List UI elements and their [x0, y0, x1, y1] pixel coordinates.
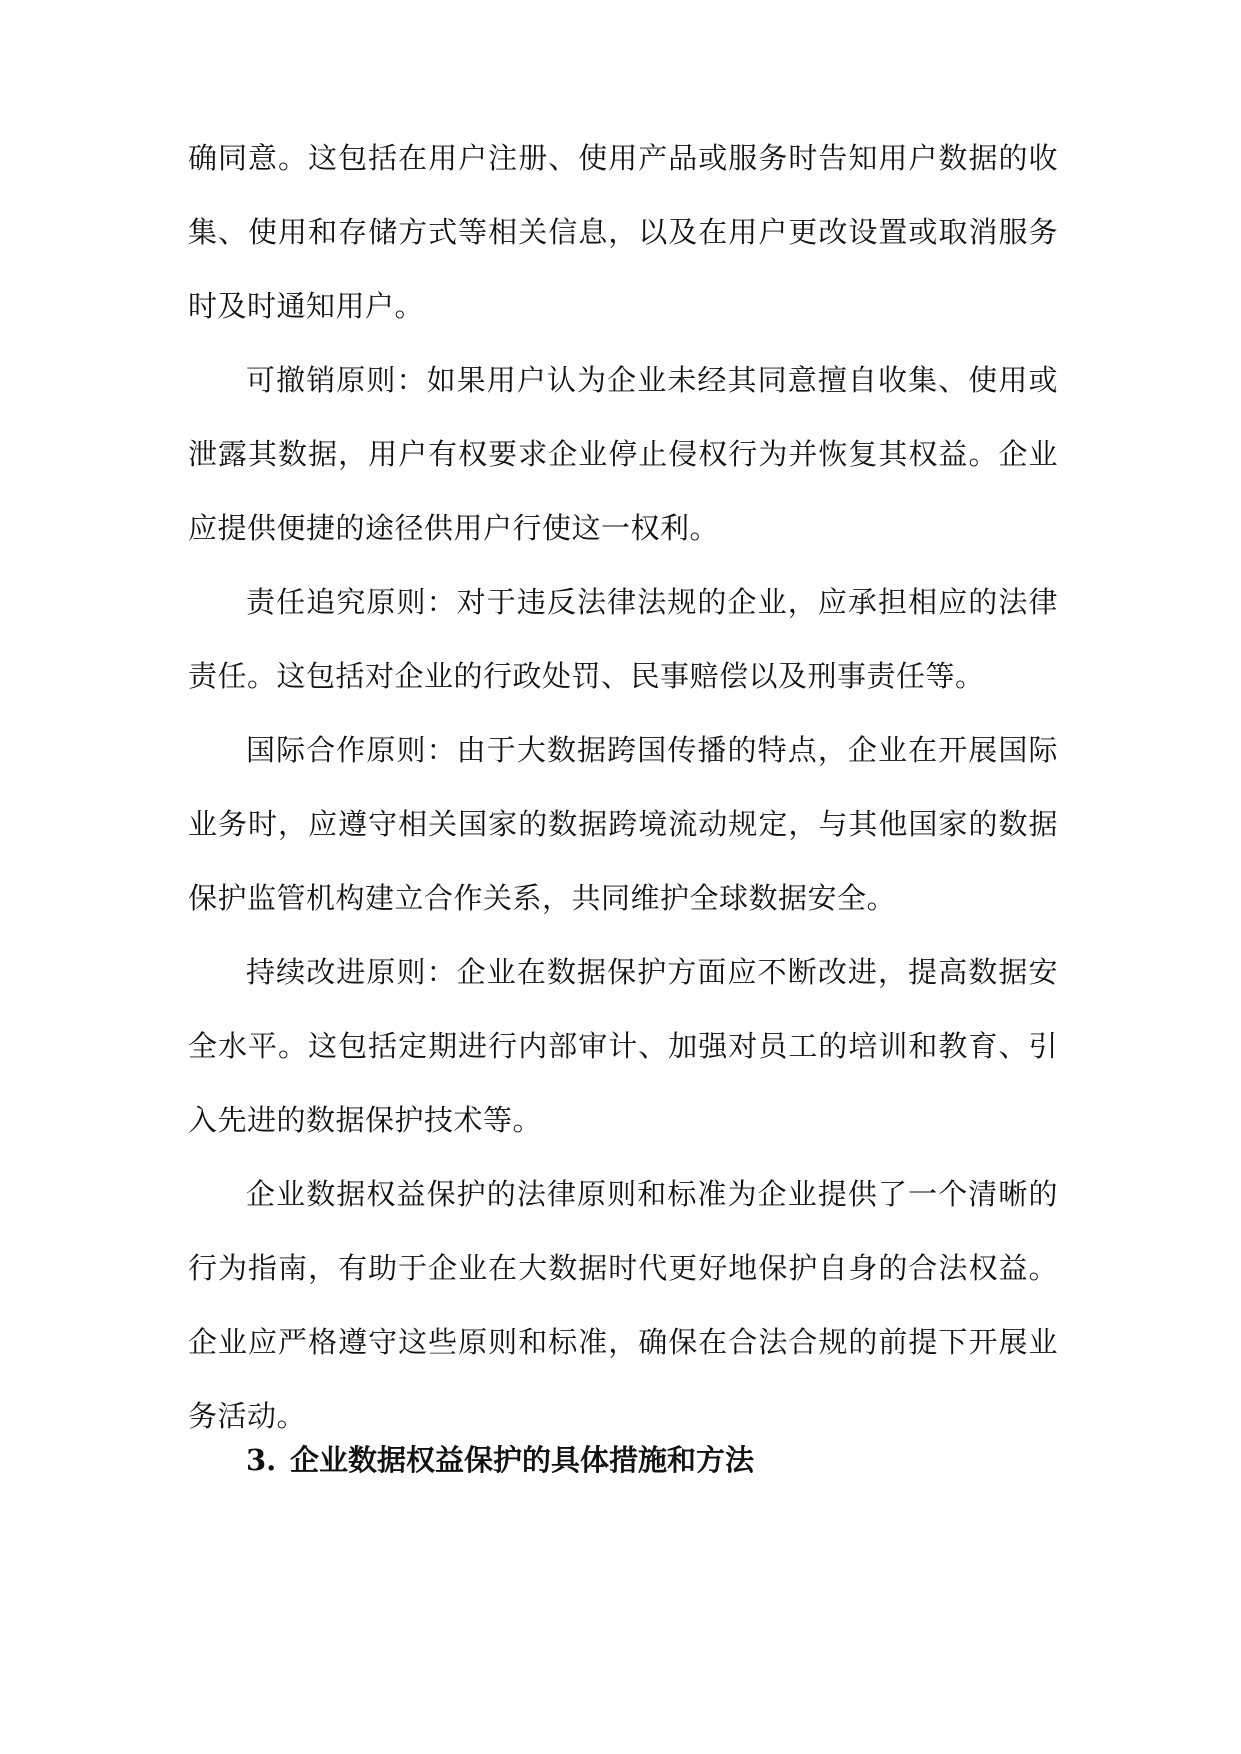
- paragraph-summary: 企业数据权益保护的法律原则和标准为企业提供了一个清晰的行为指南，有助于企业在大数据时代更好地保护自身的合法权益。企业应严格遵守这些原则和标准，确保在合法合规的前提下开展业务活动。: [188, 1177, 1058, 1433]
- section-title: 企业数据权益保护的具体措施和方法: [290, 1443, 755, 1477]
- paragraph-continuation: 确同意。这包括在用户注册、使用产品或服务时告知用户数据的收集、使用和存储方式等相关信息，以及在用户更改设置或取消服务时及时通知用户。: [188, 141, 1058, 323]
- section-number: 3.: [246, 1443, 277, 1477]
- paragraph-accountability-principle: 责任追究原则：对于违反法律法规的企业，应承担相应的法律责任。这包括对企业的行政处罚、民事赔偿以及刑事责任等。: [188, 585, 1058, 693]
- paragraph-international-cooperation-principle: 国际合作原则：由于大数据跨国传播的特点，企业在开展国际业务时，应遵守相关国家的数据跨境流动规定，与其他国家的数据保护监管机构建立合作关系，共同维护全球数据安全。: [188, 733, 1058, 915]
- paragraph-revocability-principle: 可撤销原则：如果用户认为企业未经其同意擅自收集、使用或泄露其数据，用户有权要求企业停止侵权行为并恢复其权益。企业应提供便捷的途径供用户行使这一权利。: [188, 363, 1058, 545]
- section-heading: [246, 1440, 754, 1480]
- paragraph-continuous-improvement-principle: 持续改进原则：企业在数据保护方面应不断改进，提高数据安全水平。这包括定期进行内部审计、加强对员工的培训和教育、引入先进的数据保护技术等。: [188, 955, 1058, 1137]
